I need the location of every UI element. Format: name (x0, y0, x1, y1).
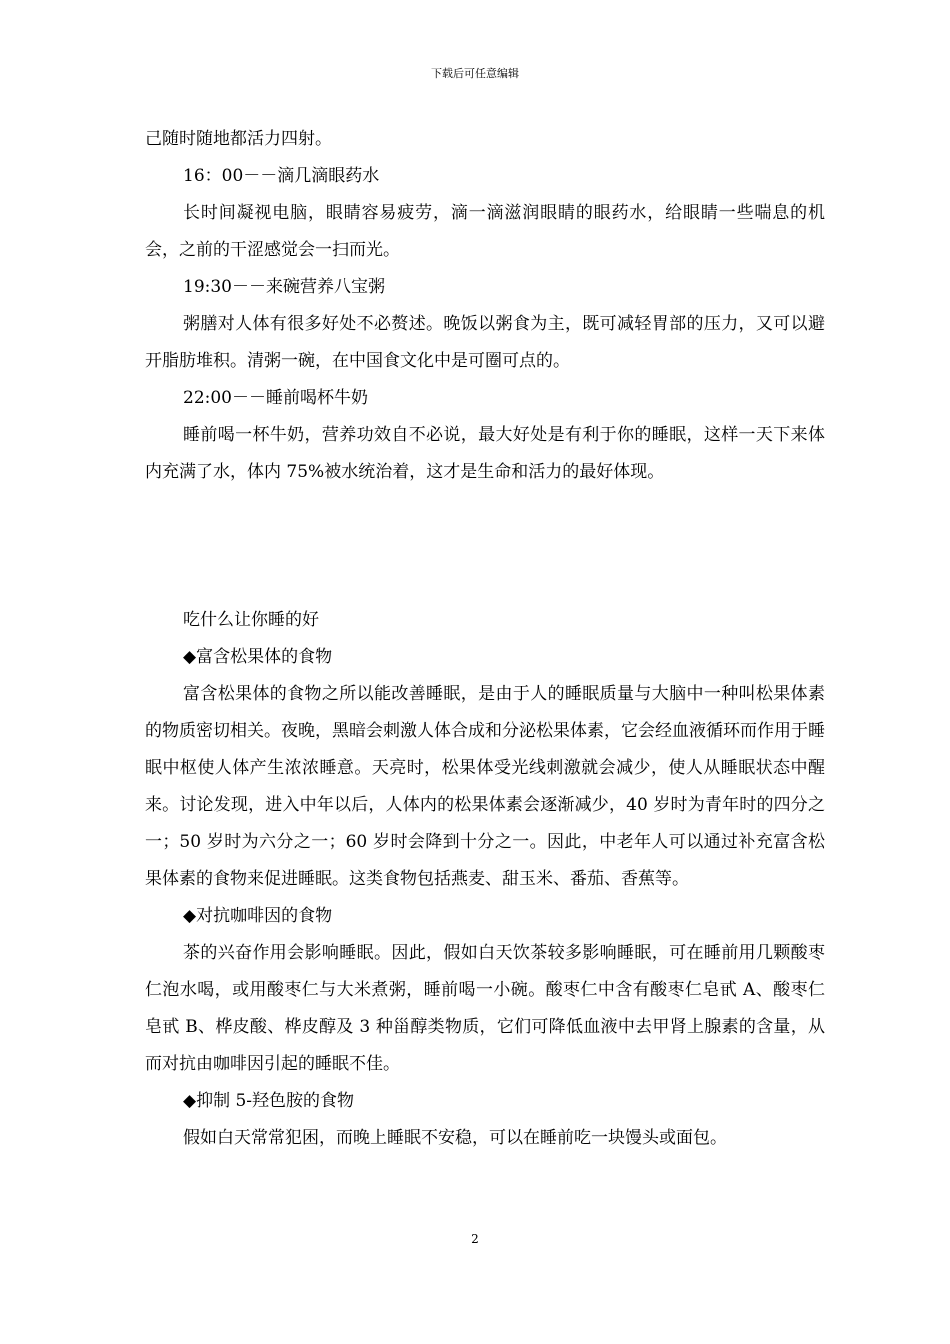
page-number: 2 (471, 1232, 479, 1246)
time-heading: 16：00－－滴几滴眼药水 (183, 166, 380, 186)
paragraph: 富含松果体的食物之所以能改善睡眠，是由于人的睡眠质量与大脑中一种叫松果体素的物质密切相关。夜晚，黑暗会刺激人体合成和分泌松果体素，它会经血液循环而作用于睡眠中枢使人体产生浓浓睡意。天亮时，松果体受光线刺激就会减少，使人从睡眠状态中醒来。讨论发现，进入中年以后，人体内的松果体素会逐渐减少，40 岁时为青年时的四分之一；50 岁时为六分之一；60 岁时会降到十分之一。因此，中老年人可以通过补充富含松果体素的食物来促进睡眠。这类食物包括燕麦、甜玉米、番茄、香蕉等。 (145, 684, 825, 889)
subsection-heading: ◆对抗咖啡因的食物 (183, 906, 333, 926)
subsection-heading: ◆富含松果体的食物 (183, 647, 333, 667)
page-header: 下载后可任意编辑 (431, 67, 519, 80)
time-heading: 19:30－－来碗营养八宝粥 (183, 277, 385, 297)
time-heading: 22:00－－睡前喝杯牛奶 (183, 388, 368, 408)
paragraph: 睡前喝一杯牛奶，营养功效自不必说，最大好处是有利于你的睡眠，这样一天下来体内充满了水，体内 75%被水统治着，这才是生命和活力的最好体现。 (145, 425, 825, 482)
paragraph: 假如白天常常犯困，而晚上睡眠不安稳，可以在睡前吃一块馒头或面包。 (183, 1128, 727, 1148)
paragraph: 粥膳对人体有很多好处不必赘述。晚饭以粥食为主，既可减轻胃部的压力，又可以避开脂肪堆积。清粥一碗，在中国食文化中是可圈可点的。 (145, 314, 825, 371)
paragraph: 长时间凝视电脑，眼睛容易疲劳，滴一滴滋润眼睛的眼药水，给眼睛一些喘息的机会，之前的干涩感觉会一扫而光。 (145, 203, 825, 260)
section-spacer (145, 491, 825, 602)
paragraph: 己随时随地都活力四射。 (145, 129, 332, 149)
section-title: 吃什么让你睡的好 (183, 610, 319, 630)
subsection-heading: ◆抑制 5-羟色胺的食物 (183, 1091, 355, 1111)
document-body (145, 121, 825, 1157)
paragraph: 茶的兴奋作用会影响睡眠。因此，假如白天饮茶较多影响睡眠，可在睡前用几颗酸枣仁泡水喝，或用酸枣仁与大米煮粥，睡前喝一小碗。酸枣仁中含有酸枣仁皂甙 A、酸枣仁皂甙 B、桦皮酸、桦皮醇及 3 种甾醇类物质，它们可降低血液中去甲肾上腺素的含量，从而对抗由咖啡因引起的睡眠不佳。 (145, 943, 825, 1074)
